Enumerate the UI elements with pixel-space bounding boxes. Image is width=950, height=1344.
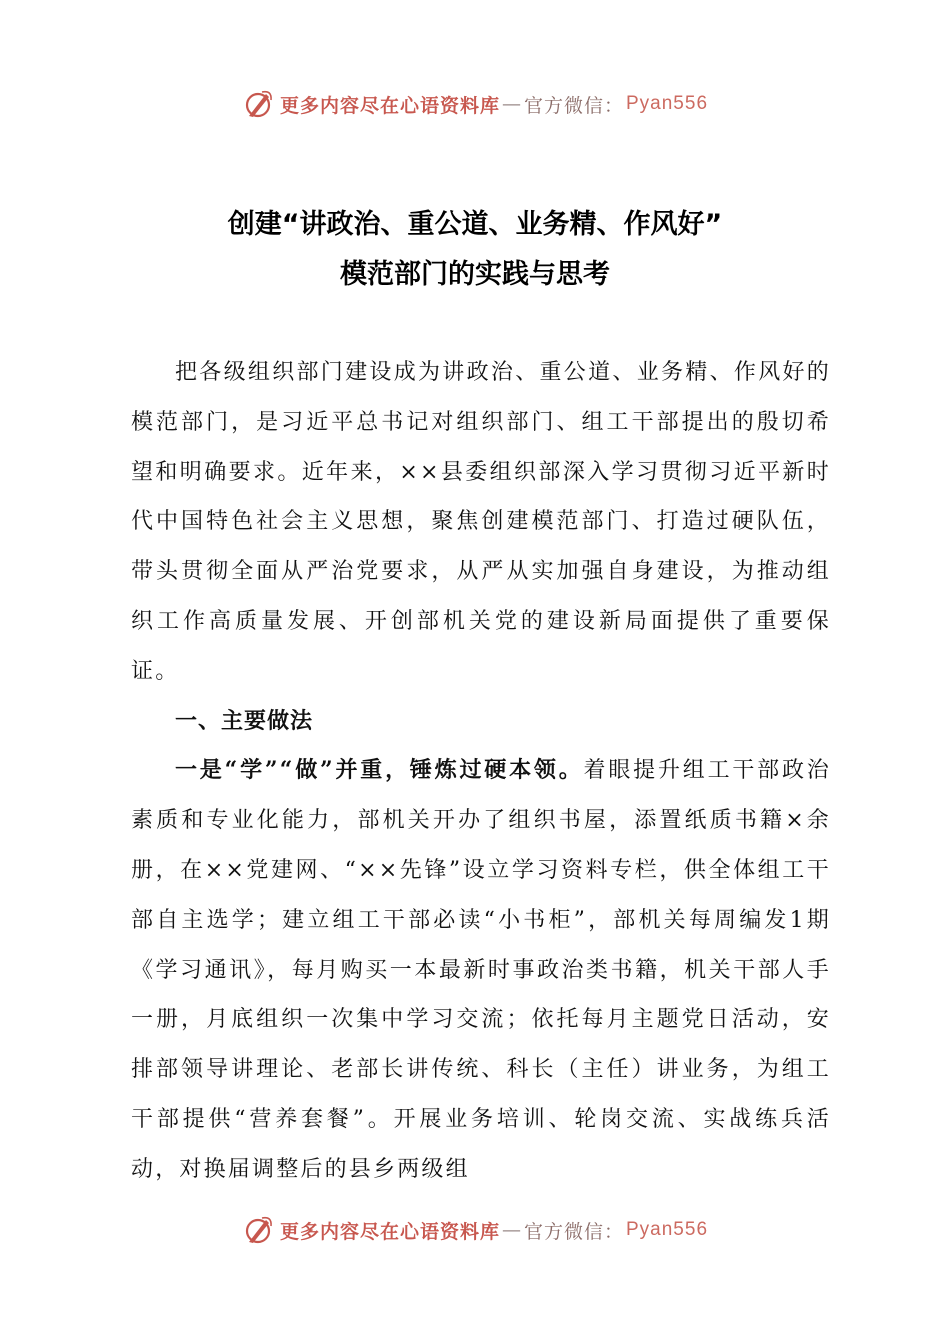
- document-title: [0, 200, 950, 300]
- watermark-banner-top: [0, 84, 950, 124]
- document-body: [131, 348, 831, 1195]
- watermark-wechat-label: 官方微信：: [523, 1220, 624, 1243]
- point-lead: 一是“学”“做”并重，锤炼过硬本领。: [175, 757, 584, 784]
- watermark-banner-bottom: [0, 1210, 950, 1250]
- watermark-dash: —: [501, 1219, 522, 1241]
- document-title-line-2: 模范部门的实践与思考: [340, 259, 610, 290]
- watermark-dash: —: [501, 93, 522, 115]
- quill-pen-logo-icon: [242, 1214, 274, 1246]
- watermark-site-name: 更多内容尽在心语资料库: [279, 94, 500, 117]
- watermark-wechat-id: Pyan556: [626, 93, 709, 114]
- watermark-site-name: 更多内容尽在心语资料库: [279, 1220, 500, 1243]
- quill-pen-logo-icon: [242, 88, 274, 120]
- point-text: 着眼提升组工干部政治素质和专业化能力，部机关开办了组织书屋，添置纸质书籍×余册，在××党建网、“××先锋”设立学习资料专栏，供全体组工干部自主选学；建立组工干部必读“小书柜”，部机关每周编发1期《学习通讯》，每月购买一本最新时事政治类书籍，机关干部人手一册，月底组织一次集中学习交流；依托每月主题党日活动，安排部领导讲理论、老部长讲传统、科长（主任）讲业务，为组工干部提供“营养套餐”。开展业务培训、轮岗交流、实战练兵活动，对换届调整后的县乡两级组: [131, 758, 831, 1182]
- intro-paragraph: 把各级组织部门建设成为讲政治、重公道、业务精、作风好的模范部门，是习近平总书记对组织部门、组工干部提出的殷切希望和明确要求。近年来，××县委组织部深入学习贯彻习近平新时代中国特色社会主义思想，聚焦创建模范部门、打造过硬队伍，带头贯彻全面从严治党要求，从严从实加强自身建设，为推动组织工作高质量发展、开创部机关党的建设新局面提供了重要保证。: [131, 360, 831, 684]
- document-title-line-1: 创建“讲政治、重公道、业务精、作风好”: [227, 209, 723, 240]
- watermark-wechat-label: 官方微信：: [523, 94, 624, 117]
- section-heading: 一、主要做法: [175, 708, 314, 734]
- watermark-wechat-id: Pyan556: [626, 1219, 709, 1240]
- point-paragraph: [131, 746, 831, 1194]
